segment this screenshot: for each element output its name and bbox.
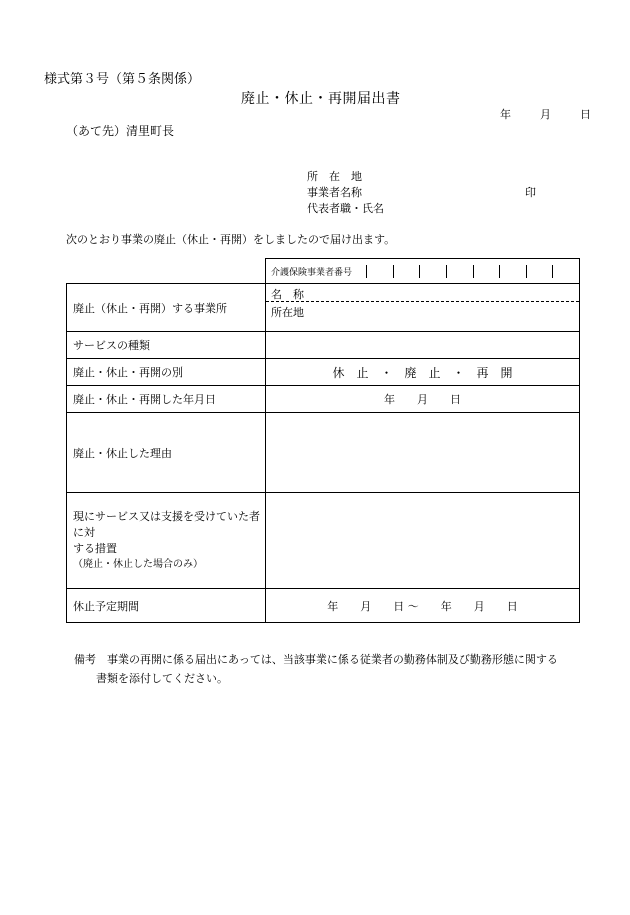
period-label: 休止予定期間 <box>67 589 266 623</box>
applicant-business-name: 事業者名称 <box>307 186 362 199</box>
applicant-address: 所 在 地 <box>307 170 362 183</box>
seal-mark: 印 <box>525 186 536 199</box>
reason-label: 廃止・休止した理由 <box>67 413 266 493</box>
notification-table <box>66 258 580 623</box>
service-type-field[interactable] <box>266 332 580 359</box>
remarks-line: 備考 事業の再開に係る届出にあっては、当該事業に係る従業者の勤務体制及び勤務形態に関する <box>74 653 558 666</box>
care-number-digit[interactable] <box>527 265 554 278</box>
date-field[interactable]: 年 月 日 <box>266 386 580 413</box>
date-month: 月 <box>540 108 551 121</box>
care-number-row <box>266 259 580 284</box>
care-number-digit[interactable] <box>447 265 474 278</box>
measure-field[interactable] <box>266 493 580 589</box>
remarks-line: 書類を添付してください。 <box>96 672 228 685</box>
care-number-digit[interactable] <box>394 265 421 278</box>
care-number-digit[interactable] <box>420 265 447 278</box>
care-number-digit[interactable] <box>500 265 527 278</box>
service-type-label: サービスの種類 <box>67 332 266 359</box>
category-label: 廃止・休止・再開の別 <box>67 359 266 386</box>
form-title: 廃止・休止・再開届出書 <box>241 91 401 107</box>
date-label: 廃止・休止・再開した年月日 <box>67 386 266 413</box>
measure-label <box>67 493 266 589</box>
reason-field[interactable] <box>266 413 580 493</box>
care-number-label: 介護保険事業者番号 <box>266 265 367 278</box>
period-field[interactable]: 年 月 日 〜 年 月 日 <box>266 589 580 623</box>
addressee: （あて先）清里町長 <box>66 124 175 138</box>
intro-text: 次のとおり事業の廃止（休止・再開）をしましたので届け出ます。 <box>66 233 396 246</box>
measure-label-line: する措置 <box>73 541 117 555</box>
office-label: 廃止（休止・再開）する事業所 <box>67 284 266 332</box>
care-number-digit[interactable] <box>367 265 394 278</box>
date-year: 年 <box>500 108 511 121</box>
office-field[interactable] <box>266 284 580 332</box>
care-number-digit[interactable] <box>553 265 579 278</box>
measure-label-note: （廃止・休止した場合のみ） <box>73 558 203 570</box>
measure-label-line: 現にサービス又は支援を受けていた者に対 <box>73 509 260 539</box>
care-number-digit[interactable] <box>474 265 501 278</box>
office-name-label: 名 称 <box>266 284 579 302</box>
category-options[interactable]: 休 止 ・ 廃 止 ・ 再 開 <box>266 359 580 386</box>
form-number: 様式第３号（第５条関係） <box>44 72 201 87</box>
office-address-label: 所在地 <box>271 306 304 319</box>
applicant-representative: 代表者職・氏名 <box>307 202 384 215</box>
date-day: 日 <box>580 108 591 121</box>
